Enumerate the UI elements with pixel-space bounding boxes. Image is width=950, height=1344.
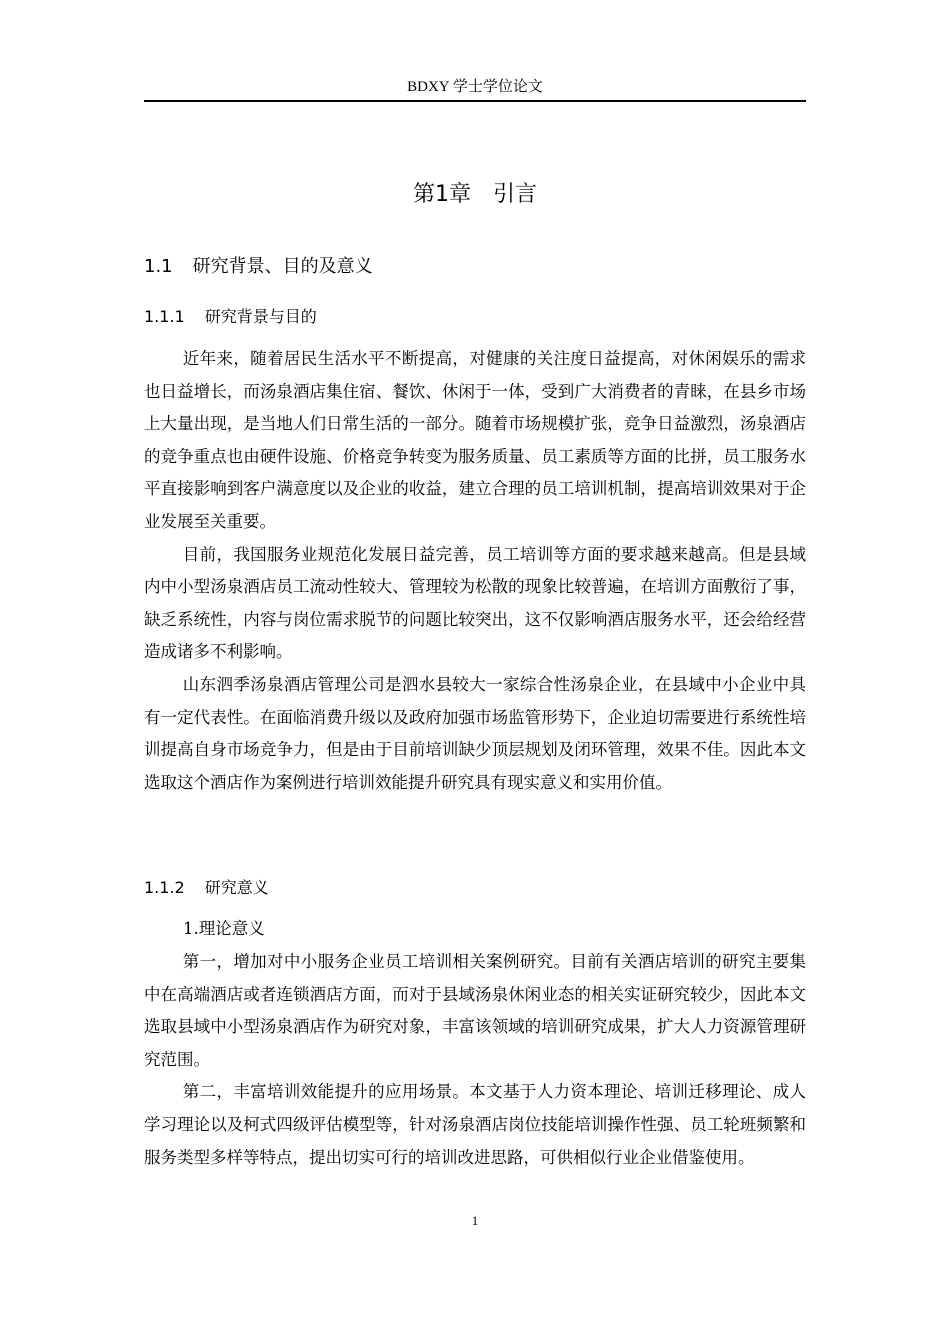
subsection-title: 研究意义 [204, 878, 269, 897]
paragraph: 山东泗季汤泉酒店管理公司是泗水县较大一家综合性汤泉企业，在县域中小企业中具有一定代表性。在面临消费升级以及政府加强市场监管形势下，企业迫切需要进行系统性培训提高自身市场竞争力，但是由于目前培训缺少顶层规划及闭环管理，效果不佳。因此本文选取这个酒店作为案例进行培训效能提升研究具有现实意义和实用价值。 [144, 674, 806, 792]
page-number: 1 [471, 1213, 479, 1228]
paragraph: 目前，我国服务业规范化发展日益完善，员工培训等方面的要求越来越高。但是县域内中小型汤泉酒店员工流动性较大、管理较为松散的现象比较普遍，在培训方面敷衍了事，缺乏系统性，内容与岗位需求脱节的问题比较突出，这不仅影响酒店服务水平，还会给经营造成诸多不利影响。 [144, 544, 806, 662]
header-rule [144, 100, 806, 102]
paragraph: 第二，丰富培训效能提升的应用场景。本文基于人力资本理论、培训迁移理论、成人学习理论以及柯式四级评估模型等，针对汤泉酒店岗位技能培训操作性强、员工轮班频繁和服务类型多样等特点，提出切实可行的培训改进思路，可供相似行业企业借鉴使用。 [144, 1082, 806, 1167]
body-text-1-1-2 [144, 946, 806, 1174]
subsection-heading-1-1-1 [144, 305, 317, 329]
chapter-title [144, 180, 806, 210]
subsection-title: 研究背景与目的 [204, 307, 317, 326]
subsection-heading-1-1-2 [144, 876, 269, 900]
sub-label-theory: 1.理论意义 [183, 919, 265, 938]
subsection-number: 1.1.1 [144, 307, 185, 326]
body-text-1-1-1 [144, 343, 806, 799]
chapter-title-text: 引言 [492, 182, 537, 207]
section-heading-1-1 [144, 254, 373, 280]
paragraph: 近年来，随着居民生活水平不断提高，对健康的关注度日益提高，对休闲娱乐的需求也日益增长，而汤泉酒店集住宿、餐饮、休闲于一体，受到广大消费者的青睐，在县乡市场上大量出现，是当地人们日常生活的一部分。随着市场规模扩张，竞争日益激烈，汤泉酒店的竞争重点也由硬件设施、价格竞争转变为服务质量、员工素质等方面的比拼，员工服务水平直接影响到客户满意度以及企业的收益，建立合理的员工培训机制，提高培训效果对于企业发展至关重要。 [144, 349, 806, 531]
paragraph: 第一，增加对中小服务企业员工培训相关案例研究。目前有关酒店培训的研究主要集中在高端酒店或者连锁酒店方面，而对于县域汤泉休闲业态的相关实证研究较少，因此本文选取县域中小型汤泉酒店作为研究对象，丰富该领域的培训研究成果，扩大人力资源管理研究范围。 [144, 952, 806, 1069]
section-number: 1.1 [144, 256, 173, 277]
section-title: 研究背景、目的及意义 [192, 256, 373, 277]
subsection-number: 1.1.2 [144, 878, 185, 897]
chapter-number: 第1章 [412, 182, 471, 207]
running-header: BDXY 学士学位论文 [407, 79, 543, 95]
